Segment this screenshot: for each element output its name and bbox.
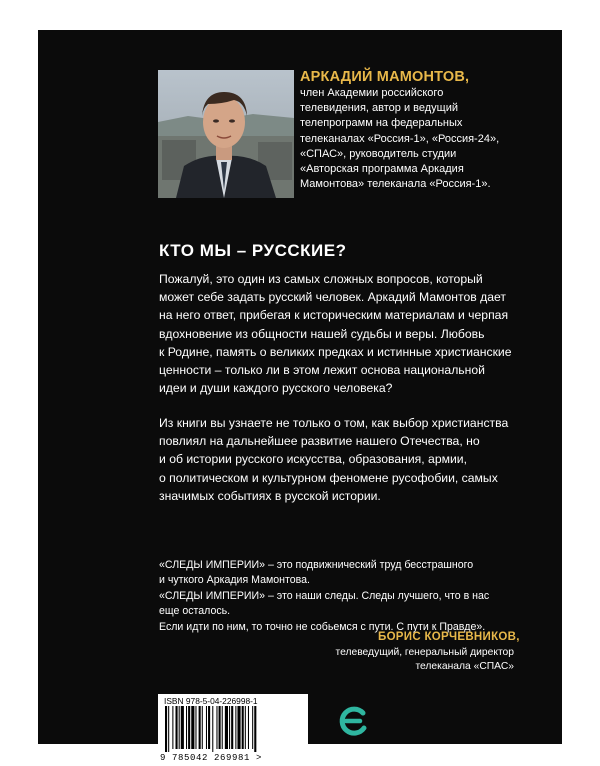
paragraph-line: Из книги вы узнаете не только о том, как выбор христианства: [159, 416, 509, 430]
endorsement-quote: [159, 558, 489, 635]
barcode-bar: [199, 706, 201, 749]
quote-line: Если идти по ним, то точно не собьемся с пути. С пути к Правде».: [159, 620, 486, 633]
barcode-digits: 9 785042 269981 >: [160, 753, 263, 763]
barcode-bar: [245, 706, 246, 749]
barcode-bar: [188, 706, 190, 749]
quote-line: и чуткого Аркадия Мамонтова.: [159, 574, 310, 587]
barcode-bar: [172, 706, 173, 749]
barcode-bar: [176, 706, 178, 749]
endorser-title-line: телеканала «СПАС»: [415, 660, 514, 672]
quote-line: «СЛЕДЫ ИМПЕРИИ» – это подвижнический труд бесстрашного: [159, 559, 474, 571]
barcode-bar: [237, 706, 240, 749]
barcode-bar: [235, 706, 236, 749]
description-paragraph-2: [159, 414, 508, 505]
barcode-bar: [179, 706, 180, 749]
barcode-bar: [242, 706, 244, 749]
barcode-bar: [225, 706, 228, 749]
barcode-bar: [195, 706, 196, 749]
author-bio-line: телевидения, автор и ведущий: [300, 102, 458, 115]
author-bio-line: телепрограмм на федеральных: [300, 117, 463, 130]
paragraph-line: на него ответ, прибегая к историческим материалам и черпая: [159, 308, 509, 323]
book-back-cover: [38, 30, 562, 763]
endorser-title-line: телеведущий, генеральный директор: [335, 647, 514, 658]
barcode-bar: [231, 706, 233, 749]
author-bio-line: «СПАС», руководитель студии: [300, 147, 457, 160]
main-heading: КТО МЫ – РУССКИЕ?: [159, 241, 347, 260]
barcode-bar: [222, 706, 223, 749]
endorser-title: [314, 646, 514, 673]
quote-line: «СЛЕДЫ ИМПЕРИИ» – это наши следы. Следы лучшего, что в нас: [159, 589, 490, 602]
barcode-bar: [219, 706, 221, 749]
paragraph-line: идеи и души каждого русского человека?: [159, 381, 393, 396]
author-info: [300, 68, 540, 192]
endorser-name: БОРИС КОРЧЕВНИКОВ,: [378, 631, 520, 643]
barcode-bar: [191, 706, 194, 749]
description-paragraph-1: [159, 270, 512, 397]
barcode-bar: [216, 706, 217, 749]
quote-line: еще осталось.: [159, 605, 231, 618]
barcode-bar: [165, 706, 167, 752]
barcode-bar: [252, 706, 253, 749]
barcode-bar: [206, 706, 207, 749]
barcode-bar: [208, 706, 210, 749]
paragraph-line: ценности – только ли в этом лежит основа национальной: [159, 363, 485, 378]
paragraph-line: к Родине, память о великих предках и истинные христианские: [159, 344, 512, 359]
barcode-bars: [163, 706, 303, 752]
barcode-bar: [181, 706, 184, 749]
author-bio: [300, 86, 540, 192]
author-name: АРКАДИЙ МАМОНТОВ,: [300, 69, 470, 85]
author-bio-line: телеканалах «Россия-1», «Россия-24»,: [300, 132, 500, 145]
paragraph-line: о политическом и культурном феномене русофобии, самых: [159, 470, 498, 485]
barcode-bar: [168, 706, 169, 752]
barcode-bar: [212, 706, 213, 752]
eksmo-logo-icon: [336, 704, 370, 738]
barcode-bar: [254, 706, 256, 752]
paragraph-line: значимых событиях в русской истории.: [159, 488, 381, 503]
isbn-barcode: [158, 694, 308, 766]
author-bio-line: Мамонтова» телеканала «Россия-1».: [300, 178, 491, 191]
paragraph-line: Пожалуй, это один из самых сложных вопросов, который: [159, 272, 483, 286]
barcode-bar: [202, 706, 203, 749]
paragraph-line: вдохновение из общности нашей судьбы и веры. Любовь: [159, 326, 485, 341]
barcode-bar: [229, 706, 230, 749]
author-photo: [158, 70, 294, 198]
barcode-bar: [186, 706, 187, 749]
barcode-bar: [248, 706, 249, 749]
isbn-text: ISBN 978-5-04-226998-1: [164, 696, 258, 706]
author-bio-line: «Авторская программа Аркадия: [300, 163, 464, 176]
paragraph-line: и об истории русского искусства, образования, армии,: [159, 452, 467, 467]
paragraph-line: повлиял на дальнейшее развитие нашего Отечества, но: [159, 434, 480, 449]
paragraph-line: может себе задать русский человек. Аркадий Мамонтов дает: [159, 290, 506, 305]
author-bio-line: член Академии российского: [300, 87, 444, 99]
